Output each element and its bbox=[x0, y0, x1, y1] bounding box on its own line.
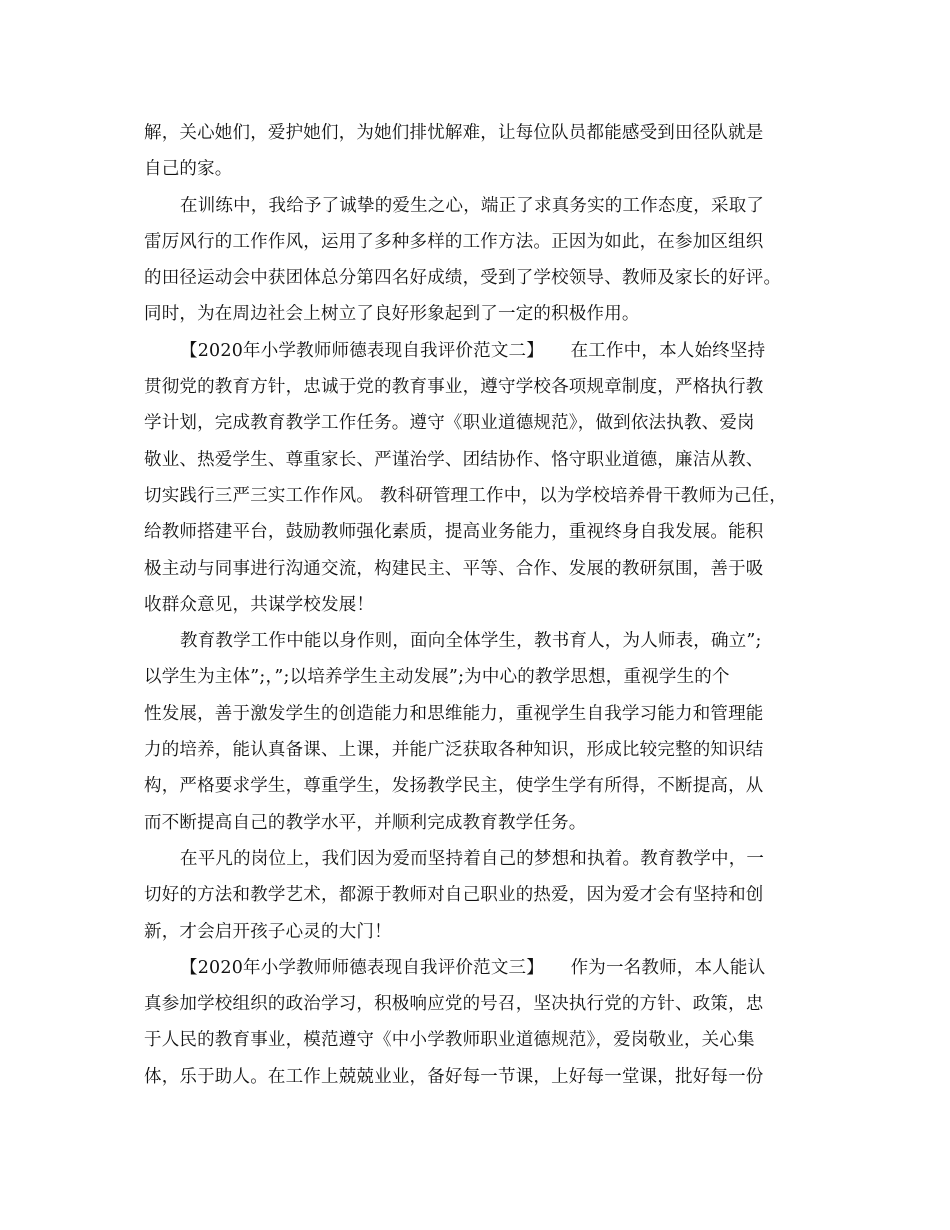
text-line: 性发展，善于激发学生的创造能力和思维能力，重视学生自我学习能力和管理能 bbox=[144, 703, 764, 724]
text-line: 同时，为在周边社会上树立了良好形象起到了一定的积极作用。 bbox=[144, 304, 640, 325]
text-line: 体，乐于助人。在工作上兢兢业业，备好每一节课，上好每一堂课，批好每一份 bbox=[144, 1066, 764, 1087]
text-line: 贯彻党的教育方针，忠诚于党的教育事业，遵守学校各项规章制度，严格执行教 bbox=[144, 377, 764, 398]
text-line: 力的培养，能认真备课、上课，并能广泛获取各种知识，形成比较完整的知识结 bbox=[144, 740, 764, 761]
text-line: 以学生为主体”;，”;以培养学生主动发展”;为中心的教学思想，重视学生的个 bbox=[144, 667, 730, 688]
text-line: 构，严格要求学生，尊重学生，发扬教学民主，使学生学有所得，不断提高，从 bbox=[144, 776, 764, 797]
section-heading-line: 【2020年小学教师师德表现自我评价范文三】 作为一名教师，本人能认 bbox=[180, 957, 766, 978]
text-line: 给教师搭建平台，鼓励教师强化素质，提高业务能力，重视终身自我发展。能积 bbox=[144, 522, 764, 543]
text-line: 真参加学校组织的政治学习，积极响应党的号召，坚决执行党的方针、政策，忠 bbox=[144, 994, 764, 1015]
text-line: 切好的方法和教学艺术，都源于教师对自己职业的热爱，因为爱才会有坚持和创 bbox=[144, 885, 764, 906]
text-line: 解，关心她们，爱护她们，为她们排忧解难，让每位队员都能感受到田径队就是 bbox=[144, 123, 764, 143]
text-line: 而不断提高自己的教学水平，并顺利完成教育教学任务。 bbox=[144, 812, 587, 833]
text-line: 切实践行三严三实工作作风。 教科研管理工作中，以为学校培养骨干教师为己任， bbox=[144, 485, 787, 506]
text-line: 于人民的教育事业，模范遵守《中小学教师职业道德规范》，爱岗敬业，关心集 bbox=[144, 1030, 755, 1051]
text-line: 的田径运动会中获团体总分第四名好成绩，受到了学校领导、教师及家长的好评。 bbox=[144, 268, 782, 289]
paragraph-start-line: 在训练中，我给予了诚挚的爱生之心，端正了求真务实的工作态度，采取了 bbox=[180, 195, 765, 216]
text-line: 雷厉风行的工作作风，运用了多种多样的工作方法。正因为如此，在参加区组织 bbox=[144, 231, 764, 252]
text-line: 新，才会启开孩子心灵的大门！ bbox=[144, 921, 392, 942]
paragraph-start-line: 教育教学工作中能以身作则，面向全体学生，教书育人，为人师表，确立”; bbox=[180, 631, 762, 652]
text-line: 收群众意见，共谋学校发展！ bbox=[144, 594, 375, 615]
text-line: 自己的家。 bbox=[144, 159, 233, 180]
text-line: 极主动与同事进行沟通交流，构建民主、平等、合作、发展的教研氛围，善于吸 bbox=[144, 558, 764, 579]
text-line: 敬业、热爱学生、尊重家长、严谨治学、团结协作、恪守职业道德，廉洁从教、 bbox=[144, 449, 764, 470]
text-line: 学计划，完成教育教学工作任务。遵守《职业道德规范》，做到依法执教、爱岗 bbox=[144, 413, 755, 434]
body-text bbox=[144, 115, 819, 1095]
section-heading-line: 【2020年小学教师师德表现自我评价范文二】 在工作中，本人始终坚持 bbox=[180, 340, 766, 361]
paragraph-start-line: 在平凡的岗位上，我们因为爱而坚持着自己的梦想和执着。教育教学中，一 bbox=[180, 848, 765, 869]
